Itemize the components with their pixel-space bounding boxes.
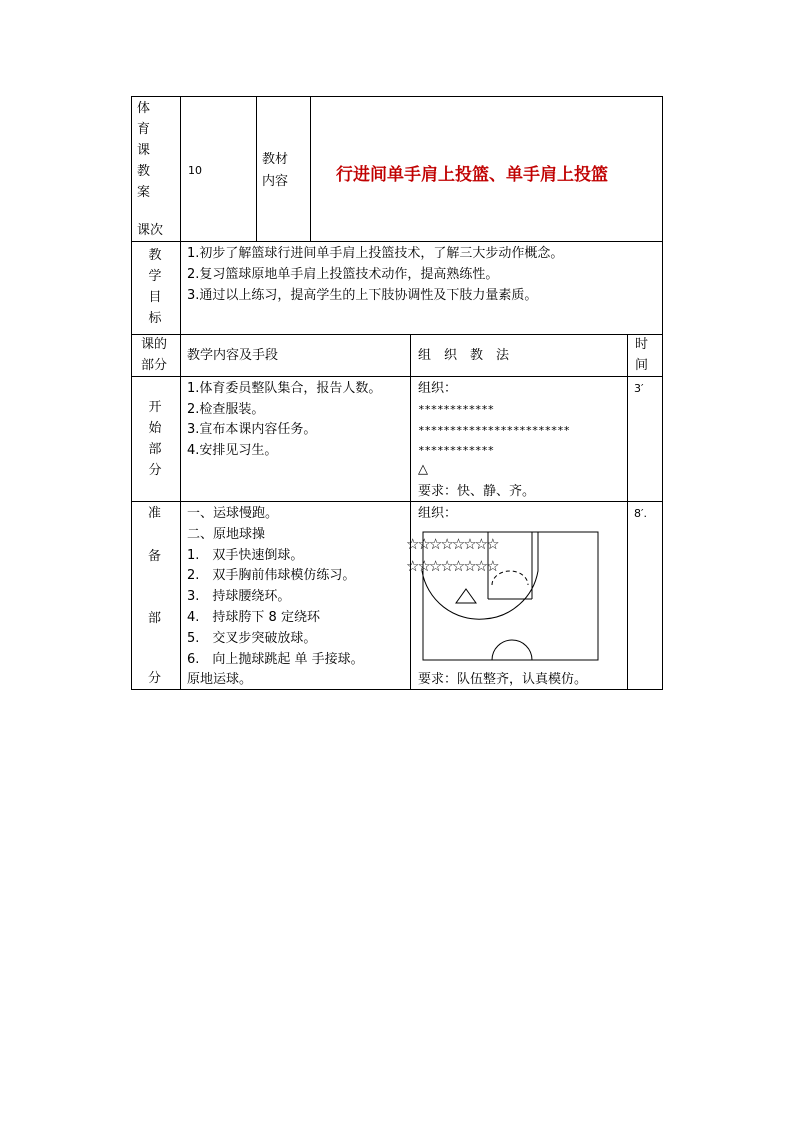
- plan-label: [131, 98, 167, 203]
- time-column-header-line2: 间: [635, 358, 649, 373]
- start-label-char: 开: [148, 400, 162, 415]
- prep-label-char: 准: [148, 506, 162, 521]
- start-item: 4.安排见习生。: [187, 443, 278, 458]
- start-section-label: [140, 397, 170, 481]
- plan-label-char: 体: [137, 101, 151, 116]
- prep-item: 2. 双手胸前伟球模仿练习。: [187, 568, 356, 583]
- lesson-title: 行进间单手肩上投篮、单手肩上投篮: [336, 165, 608, 185]
- col-divider-material: [310, 96, 311, 242]
- prep-item: 5. 交叉步突破放球。: [187, 631, 317, 646]
- prep-item: 一、运球慢跑。: [187, 506, 279, 521]
- material-label-line1: 教材: [262, 152, 289, 167]
- prep-time: 8′.: [634, 507, 647, 520]
- row-divider-4: [131, 501, 663, 502]
- method-column-header: 组 织 教 法: [418, 348, 510, 363]
- col-divider-label: [180, 96, 181, 690]
- objective-item: 1.初步了解篮球行进间单手肩上投篮技术，了解三大步动作概念。: [187, 246, 564, 261]
- start-time: 3′: [634, 382, 644, 395]
- table-border-bottom: [131, 689, 663, 690]
- prep-item: 3. 持球腰绕环。: [187, 589, 291, 604]
- prep-item: 6. 向上抛球跳起 单 手接球。: [187, 652, 364, 667]
- plan-label-char: 课: [137, 143, 151, 158]
- plan-label-char: 育: [137, 122, 151, 137]
- objective-item: 3.通过以上练习，提高学生的上下肢协调性及下肢力量素质。: [187, 288, 538, 303]
- plan-label-char: 教: [137, 164, 151, 179]
- objectives-label-char: 教: [148, 248, 162, 263]
- objectives-label: [140, 245, 170, 329]
- row-divider-1: [131, 241, 663, 242]
- teacher-triangle-icon: [455, 588, 477, 604]
- start-label-char: 部: [148, 442, 162, 457]
- prep-item: 二、原地球操: [187, 527, 266, 542]
- col-divider-time: [627, 334, 628, 690]
- part-column-header-line1: 课的: [141, 337, 168, 352]
- start-org-label: 组织：: [418, 381, 458, 396]
- prep-label-char: 分: [148, 671, 162, 686]
- part-column-header-line2: 部分: [141, 358, 168, 373]
- student-row-2: ☆☆☆☆☆☆☆☆: [406, 557, 498, 575]
- prep-item: 4. 持球胯下 8 定绕环: [187, 610, 320, 625]
- time-column-header-line1: 时: [635, 337, 649, 352]
- content-column-header: 教学内容及手段: [187, 348, 279, 363]
- lesson-number: 10: [188, 164, 202, 177]
- student-row-1: ☆☆☆☆☆☆☆☆: [406, 535, 498, 553]
- prep-org-label: 组织：: [418, 506, 458, 521]
- prep-item: 1. 双手快速倒球。: [187, 548, 304, 563]
- formation-row: ************: [418, 403, 494, 416]
- objective-item: 2.复习篮球原地单手肩上投篮技术动作，提高熟练性。: [187, 267, 499, 282]
- start-item: 2.检查服装。: [187, 402, 265, 417]
- start-requirement: 要求：快、静、齐。: [418, 484, 536, 499]
- col-divider-method: [410, 334, 411, 690]
- start-label-char: 分: [148, 463, 162, 478]
- prep-item: 原地运球。: [187, 672, 253, 687]
- plan-label-char: 案: [137, 185, 151, 200]
- start-label-char: 始: [148, 421, 162, 436]
- formation-row: ************************: [418, 424, 570, 437]
- prep-label-char: 备: [148, 549, 162, 564]
- row-divider-2: [131, 334, 663, 335]
- teacher-triangle: △: [418, 462, 428, 477]
- objectives-label-char: 目: [148, 290, 162, 305]
- start-item: 1.体育委员整队集合，报告人数。: [187, 381, 382, 396]
- col-divider-number: [256, 96, 257, 242]
- prep-requirement: 要求：队伍整齐，认真模仿。: [418, 672, 588, 687]
- start-item: 3.宣布本课内容任务。: [187, 422, 317, 437]
- formation-row: ************: [418, 444, 494, 457]
- table-border-right: [662, 96, 663, 690]
- table-border-top: [131, 96, 663, 97]
- prep-label-char: 部: [148, 611, 162, 626]
- lesson-label: 课次: [137, 223, 164, 238]
- objectives-label-char: 标: [148, 311, 162, 326]
- row-divider-3: [131, 376, 663, 377]
- objectives-label-char: 学: [148, 269, 162, 284]
- material-label-line2: 内容: [262, 174, 289, 189]
